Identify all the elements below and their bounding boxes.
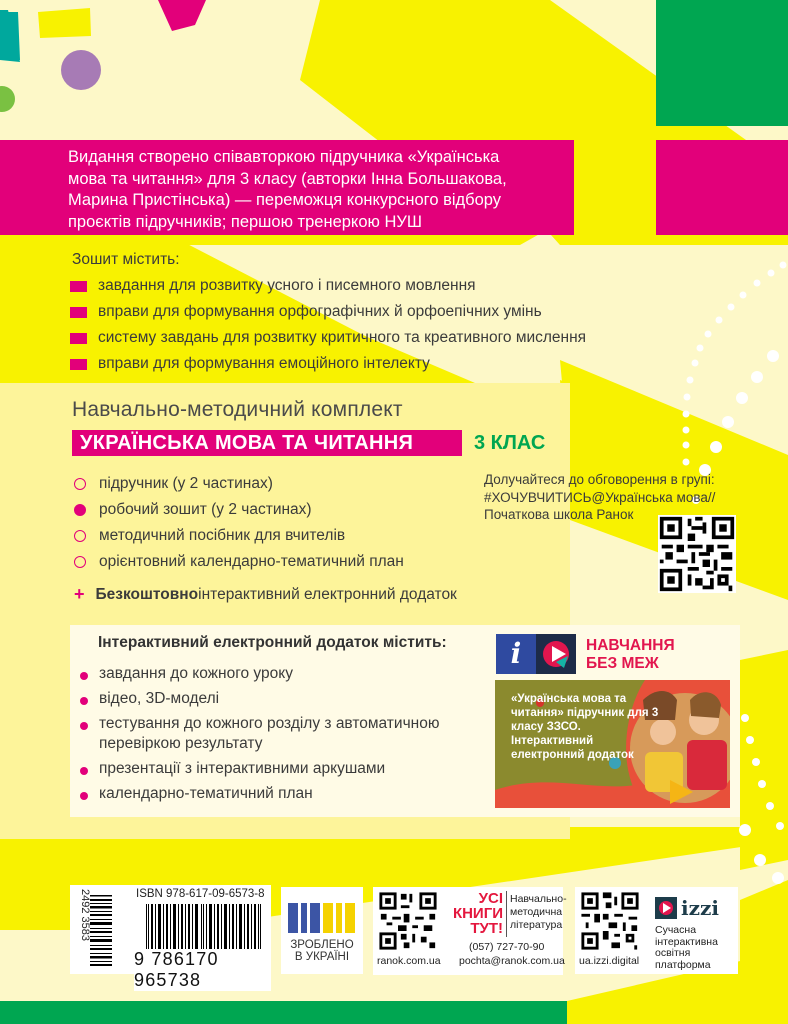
list-item <box>70 325 586 351</box>
list-item-label: презентації з інтерактивними аркушами <box>99 760 386 777</box>
list-item-label: тестування до кожного розділу з автоматичною перевіркою результату <box>99 715 440 752</box>
dot-bullet-icon <box>80 697 88 705</box>
kit-grade: 3 КЛАС <box>474 432 546 454</box>
list-item <box>70 273 586 299</box>
barcode-number: 9 786170 965738 <box>134 949 271 991</box>
list-item-label: завдання до кожного уроку <box>99 665 293 682</box>
community-hashtag[interactable]: #ХОЧУВЧИТИСЬ@Українська мова// <box>484 489 716 505</box>
dot-bullet-icon <box>80 722 88 730</box>
made-in-ukraine-text <box>281 939 363 963</box>
category-line: Навчально- <box>510 893 567 905</box>
intro-line: Марина Пристінська) — переможця конкурсного відбору <box>68 191 502 209</box>
dot-bullet-icon <box>80 672 88 680</box>
list-item <box>70 299 586 325</box>
addon-features-list <box>80 664 489 809</box>
category-line: література <box>510 919 563 931</box>
ranok-phone[interactable]: (057) 727-70-90 <box>469 941 545 953</box>
kit-item-label: робочий зошит (у 2 частинах) <box>99 501 312 518</box>
plus-icon: + <box>74 584 85 604</box>
square-bullet-icon <box>70 307 87 318</box>
list-item-label: завдання для розвитку усного і писемного мовлення <box>98 277 476 294</box>
isbn-barcode-box <box>70 885 271 990</box>
workbook-features-list <box>70 273 586 377</box>
side-code: 2492 3583 <box>79 889 91 941</box>
workbook-heading: Зошит містить: <box>72 251 180 268</box>
izzi-qr-code-icon[interactable] <box>580 891 640 951</box>
ukraine-stripes-icon <box>288 903 356 933</box>
intro-line: Видання створено співавторкою підручника «Українська <box>68 148 500 166</box>
list-item <box>80 664 489 684</box>
slogan-line: КНИГИ <box>452 905 503 922</box>
izzi-tagline <box>655 925 718 971</box>
play-logo-icon <box>536 634 576 674</box>
kit-item-selected <box>74 497 404 523</box>
ranok-slogan <box>445 891 503 936</box>
circle-outline-icon <box>74 478 86 490</box>
izzi-wordmark: izzi <box>681 896 719 920</box>
made-in-line: В УКРАЇНІ <box>294 951 350 963</box>
slogan-line: УСІ <box>478 890 503 907</box>
tagline-line: Сучасна <box>655 924 697 936</box>
brand-wordmark <box>586 637 675 673</box>
izzi-play-logo-icon <box>655 897 677 919</box>
intro-line: мова та читання» для 3 класу (авторки Інна Большакова, <box>68 169 507 188</box>
promo-thumbnail[interactable] <box>495 680 730 808</box>
intro-line: проєктів підручників; першою тренеркою НУШ <box>68 212 422 231</box>
info-i-icon: i <box>496 634 536 674</box>
square-bullet-icon <box>70 281 87 292</box>
list-item <box>80 689 489 709</box>
kit-item-label: методичний посібник для вчителів <box>99 527 346 544</box>
addon-title: Інтерактивний електронний додаток містить: <box>98 634 447 651</box>
list-item-label: вправи для формування емоційного інтелекту <box>98 355 430 372</box>
intro-banner <box>0 140 574 235</box>
ranok-email[interactable]: pochta@ranok.com.ua <box>459 955 565 967</box>
list-item-label: відео, 3D-моделі <box>99 690 220 707</box>
ranok-qr-code-icon[interactable] <box>378 891 438 951</box>
tagline-line: платформа <box>655 958 711 971</box>
list-item <box>80 784 489 804</box>
circle-outline-icon <box>74 530 86 542</box>
square-bullet-icon <box>70 333 87 344</box>
bonus-text: інтерактивний електронний додаток <box>198 585 457 603</box>
ranok-category <box>510 893 567 932</box>
dot-bullet-icon <box>80 792 88 800</box>
square-bullet-icon <box>70 359 87 370</box>
divider <box>506 891 507 937</box>
green-accent-block <box>656 0 788 126</box>
list-item <box>80 759 489 779</box>
list-item <box>70 351 586 377</box>
slogan-line: ТУТ! <box>470 920 503 937</box>
category-line: методична <box>510 906 563 918</box>
izzi-site-link[interactable]: ua.izzi.digital <box>579 955 640 967</box>
dot-bullet-icon <box>80 767 88 775</box>
kit-item <box>74 523 404 549</box>
made-in-line: ЗРОБЛЕНО <box>290 939 354 951</box>
navchannia-bez-mezh-logo <box>496 634 736 678</box>
list-item <box>80 714 489 754</box>
magenta-accent-block <box>656 140 788 235</box>
kit-title: Навчально-методичний комплект <box>72 398 403 421</box>
isbn-label: ISBN 978-617-09-6573-8 <box>136 888 265 900</box>
brand-line: НАВЧАННЯ <box>586 637 675 654</box>
kit-item <box>74 471 404 497</box>
kit-subject: УКРАЇНСЬКА МОВА ТА ЧИТАННЯ <box>72 430 462 456</box>
community-qr-code-icon[interactable] <box>658 515 736 593</box>
ranok-publisher-box <box>373 887 567 975</box>
green-bottom-strip <box>0 1001 567 1024</box>
kit-items-list <box>74 471 404 575</box>
made-in-ukraine-badge <box>281 887 363 974</box>
bonus-bold: Безкоштовно <box>95 585 199 603</box>
promo-text: «Українська мова та читання» підручник для 3 класу ЗЗСО. Інтерактивний електронний додаток <box>511 693 659 761</box>
list-item-label: систему завдань для розвитку критичного та креативного мислення <box>98 329 587 346</box>
kit-item-label: підручник (у 2 частинах) <box>99 475 273 492</box>
community-line: Початкова школа Ранок <box>484 507 634 522</box>
list-item-label: календарно-тематичний план <box>99 785 313 802</box>
circle-outline-icon <box>74 556 86 568</box>
community-line: Долучайтеся до обговорення в групі: <box>484 472 715 487</box>
kit-item <box>74 549 404 575</box>
brand-line: БЕЗ МЕЖ <box>586 655 659 672</box>
circle-filled-icon <box>74 504 86 516</box>
ranok-site-link[interactable]: ranok.com.ua <box>377 955 441 967</box>
tagline-line: освітня <box>655 947 691 959</box>
kit-item-label: орієнтовний календарно-тематичний план <box>99 553 404 570</box>
tagline-line: інтерактивна <box>655 935 718 948</box>
list-item-label: вправи для формування орфографічних й орфоепічних умінь <box>98 303 542 320</box>
bonus-line <box>74 584 457 605</box>
izzi-platform-box <box>575 887 738 974</box>
